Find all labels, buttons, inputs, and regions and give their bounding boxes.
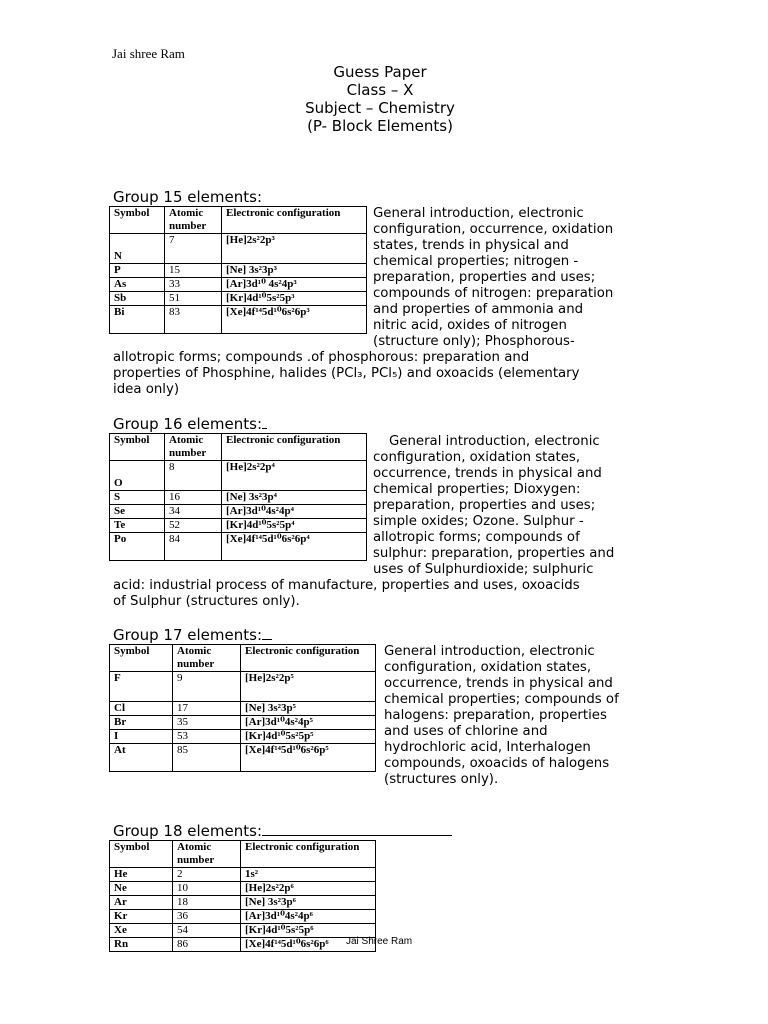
para-line: General introduction, electronic — [373, 206, 584, 221]
cell-symbol: F — [110, 672, 173, 702]
group-15-description-right — [373, 206, 656, 350]
para-line: simple oxides; Ozone. Sulphur - — [373, 514, 584, 529]
table-row — [110, 882, 376, 896]
table-row — [110, 533, 367, 561]
col-header-number: Atomic number — [173, 841, 241, 868]
cell-config: [Xe]4f¹⁴5d¹⁰6s²6p³ — [222, 306, 367, 334]
cell-config: [Xe]4f¹⁴5d¹⁰6s²6p⁵ — [241, 744, 376, 772]
table-header-row — [110, 207, 367, 234]
para-line: states, trends in physical and — [373, 238, 569, 253]
table-row — [110, 730, 376, 744]
group-17-title-text: Group 17 elements: — [113, 626, 263, 644]
cell-number: 9 — [173, 672, 241, 702]
para-line: preparation, properties and uses; — [373, 498, 596, 513]
cell-number: 7 — [165, 234, 222, 264]
cell-number: 33 — [165, 278, 222, 292]
cell-symbol: Br — [110, 716, 173, 730]
cell-config: [Ar]3d¹⁰4s²4p⁶ — [241, 910, 376, 924]
title-underline — [262, 416, 267, 429]
para-line: preparation, properties and uses; — [373, 270, 596, 285]
group-18-title-text: Group 18 elements: — [113, 822, 263, 840]
para-line: General introduction, electronic — [384, 644, 595, 659]
table-row — [110, 868, 376, 882]
cell-number: 35 — [173, 716, 241, 730]
cell-number: 16 — [165, 491, 222, 505]
cell-number: 85 — [173, 744, 241, 772]
cell-symbol: Ne — [110, 882, 173, 896]
group-16-title — [113, 415, 267, 433]
cell-config: [He]2s²2p³ — [222, 234, 367, 264]
cell-number: 86 — [173, 938, 241, 952]
para-line: configuration, oxidation states, — [384, 660, 592, 675]
para-line: hydrochloric acid, Interhalogen — [384, 740, 591, 755]
cell-config: [He]2s²2p⁴ — [222, 461, 367, 491]
cell-number: 10 — [173, 882, 241, 896]
cell-config: [Kr]4d¹⁰5s²5p⁵ — [241, 730, 376, 744]
cell-symbol: Ar — [110, 896, 173, 910]
col-header-config: Electronic configuration — [222, 207, 367, 234]
cell-config: [Kr]4d¹⁰5s²5p⁶ — [241, 924, 376, 938]
cell-number: 83 — [165, 306, 222, 334]
group-16-description-right — [373, 434, 656, 578]
cell-symbol: Bi — [110, 306, 165, 334]
table-row — [110, 910, 376, 924]
para-line: occurrence, trends in physical and — [373, 466, 602, 481]
col-header-number: Atomic number — [173, 645, 241, 672]
para-line: configuration, occurrence, oxidation — [373, 222, 614, 237]
col-header-config: Electronic configuration — [241, 645, 376, 672]
col-header-symbol: Symbol — [110, 434, 165, 461]
cell-config: [He]2s²2p⁶ — [241, 882, 376, 896]
cell-symbol: O — [110, 461, 165, 491]
cell-config: [Ne] 3s²3p⁴ — [222, 491, 367, 505]
cell-config: [Ar]3d¹⁰4s²4p⁴ — [222, 505, 367, 519]
table-row — [110, 491, 367, 505]
cell-symbol: N — [110, 234, 165, 264]
cell-config: [Xe]4f¹⁴5d¹⁰6s²6p⁶ — [241, 938, 376, 952]
cell-number: 52 — [165, 519, 222, 533]
cell-config: [Ar]3d¹⁰ 4s²4p³ — [222, 278, 367, 292]
footer-text: Jai Shree Ram — [346, 936, 413, 947]
para-line: compounds, oxoacids of halogens — [384, 756, 610, 771]
table-row — [110, 306, 367, 334]
para-line: allotropic forms; compounds .of phosphorous: preparation and — [113, 350, 530, 365]
col-header-symbol: Symbol — [110, 207, 165, 234]
table-row — [110, 702, 376, 716]
table-row — [110, 896, 376, 910]
title-underline — [262, 627, 272, 640]
cell-config: [He]2s²2p⁵ — [241, 672, 376, 702]
table-row — [110, 519, 367, 533]
title-line: (P- Block Elements) — [307, 117, 453, 135]
col-header-number: Atomic number — [165, 434, 222, 461]
cell-symbol: S — [110, 491, 165, 505]
cell-number: 17 — [173, 702, 241, 716]
table-row — [110, 924, 376, 938]
col-header-symbol: Symbol — [110, 645, 173, 672]
cell-config: [Ar]3d¹⁰4s²4p⁵ — [241, 716, 376, 730]
para-line: and properties of ammonia and — [373, 302, 584, 317]
para-line: (structures only). — [384, 772, 499, 787]
para-line: chemical properties; Dioxygen: — [373, 482, 581, 497]
cell-symbol: Po — [110, 533, 165, 561]
cell-symbol: I — [110, 730, 173, 744]
table-row — [110, 744, 376, 772]
table-row — [110, 461, 367, 491]
cell-number: 34 — [165, 505, 222, 519]
col-header-number: Atomic number — [165, 207, 222, 234]
group-16-description-full — [113, 578, 656, 610]
cell-number: 18 — [173, 896, 241, 910]
title-underline — [262, 823, 452, 836]
col-header-config: Electronic configuration — [222, 434, 367, 461]
para-line: of Sulphur (structures only). — [113, 594, 300, 609]
para-line: chemical properties; nitrogen - — [373, 254, 579, 269]
para-line: occurrence, trends in physical and — [384, 676, 613, 691]
cell-number: 53 — [173, 730, 241, 744]
table-row — [110, 264, 367, 278]
cell-symbol: He — [110, 868, 173, 882]
table-header-row — [110, 841, 376, 868]
table-header-row — [110, 645, 376, 672]
table-row — [110, 292, 367, 306]
cell-number: 2 — [173, 868, 241, 882]
group-15-description-full — [113, 350, 656, 398]
title-line: Guess Paper — [333, 63, 427, 81]
cell-symbol: Xe — [110, 924, 173, 938]
table-row — [110, 716, 376, 730]
para-line: halogens: preparation, properties — [384, 708, 607, 723]
title-line: Class – X — [346, 81, 414, 99]
cell-number: 54 — [173, 924, 241, 938]
cell-symbol: Te — [110, 519, 165, 533]
group-16-title-text: Group 16 elements: — [113, 415, 263, 433]
table-row — [110, 278, 367, 292]
cell-number: 15 — [165, 264, 222, 278]
cell-config: [Ne] 3s²3p⁵ — [241, 702, 376, 716]
para-line: compounds of nitrogen: preparation — [373, 286, 614, 301]
cell-symbol: At — [110, 744, 173, 772]
cell-config: [Xe]4f¹⁴5d¹⁰6s²6p⁴ — [222, 533, 367, 561]
table-row — [110, 672, 376, 702]
group-17-title — [113, 626, 272, 644]
col-header-config: Electronic configuration — [241, 841, 376, 868]
para-line: nitric acid, oxides of nitrogen — [373, 318, 567, 333]
cell-symbol: Se — [110, 505, 165, 519]
para-line: (structure only); Phosphorous- — [373, 334, 575, 349]
para-line: allotropic forms; compounds of — [373, 530, 580, 545]
group-15-title: Group 15 elements: — [113, 188, 263, 206]
cell-config: 1s² — [241, 868, 376, 882]
para-line: uses of Sulphurdioxide; sulphuric — [373, 562, 594, 577]
para-line: chemical properties; compounds of — [384, 692, 619, 707]
group-17-description — [384, 644, 656, 788]
para-line: sulphur: preparation, properties and — [373, 546, 615, 561]
table-row — [110, 505, 367, 519]
cell-config: [Kr]4d¹⁰5s²5p⁴ — [222, 519, 367, 533]
cell-symbol: As — [110, 278, 165, 292]
group-16-table — [109, 433, 367, 561]
table-row — [110, 234, 367, 264]
cell-symbol: Sb — [110, 292, 165, 306]
col-header-symbol: Symbol — [110, 841, 173, 868]
cell-number: 84 — [165, 533, 222, 561]
cell-number: 8 — [165, 461, 222, 491]
para-line: properties of Phosphine, halides (PCl₃, PCl₅) and oxoacids (elementary — [113, 366, 580, 381]
cell-number: 36 — [173, 910, 241, 924]
cell-symbol: Kr — [110, 910, 173, 924]
table-row — [110, 938, 376, 952]
group-18-title — [113, 822, 452, 840]
cell-symbol: Rn — [110, 938, 173, 952]
cell-number: 51 — [165, 292, 222, 306]
para-line: acid: industrial process of manufacture, properties and uses, oxoacids — [113, 578, 580, 593]
para-line: configuration, oxidation states, — [373, 450, 581, 465]
title-block — [230, 63, 530, 135]
cell-config: [Ne] 3s²3p⁶ — [241, 896, 376, 910]
group-15-table — [109, 206, 367, 334]
para-line: and uses of chlorine and — [384, 724, 548, 739]
para-line: idea only) — [113, 382, 180, 397]
cell-symbol: P — [110, 264, 165, 278]
cell-symbol: Cl — [110, 702, 173, 716]
group-18-table — [109, 840, 376, 952]
group-17-table — [109, 644, 376, 772]
top-note: Jai shree Ram — [112, 46, 185, 61]
title-line: Subject – Chemistry — [305, 99, 455, 117]
table-header-row — [110, 434, 367, 461]
cell-config: [Kr]4d¹⁰5s²5p³ — [222, 292, 367, 306]
para-line: General introduction, electronic — [389, 434, 600, 449]
cell-config: [Ne] 3s²3p³ — [222, 264, 367, 278]
